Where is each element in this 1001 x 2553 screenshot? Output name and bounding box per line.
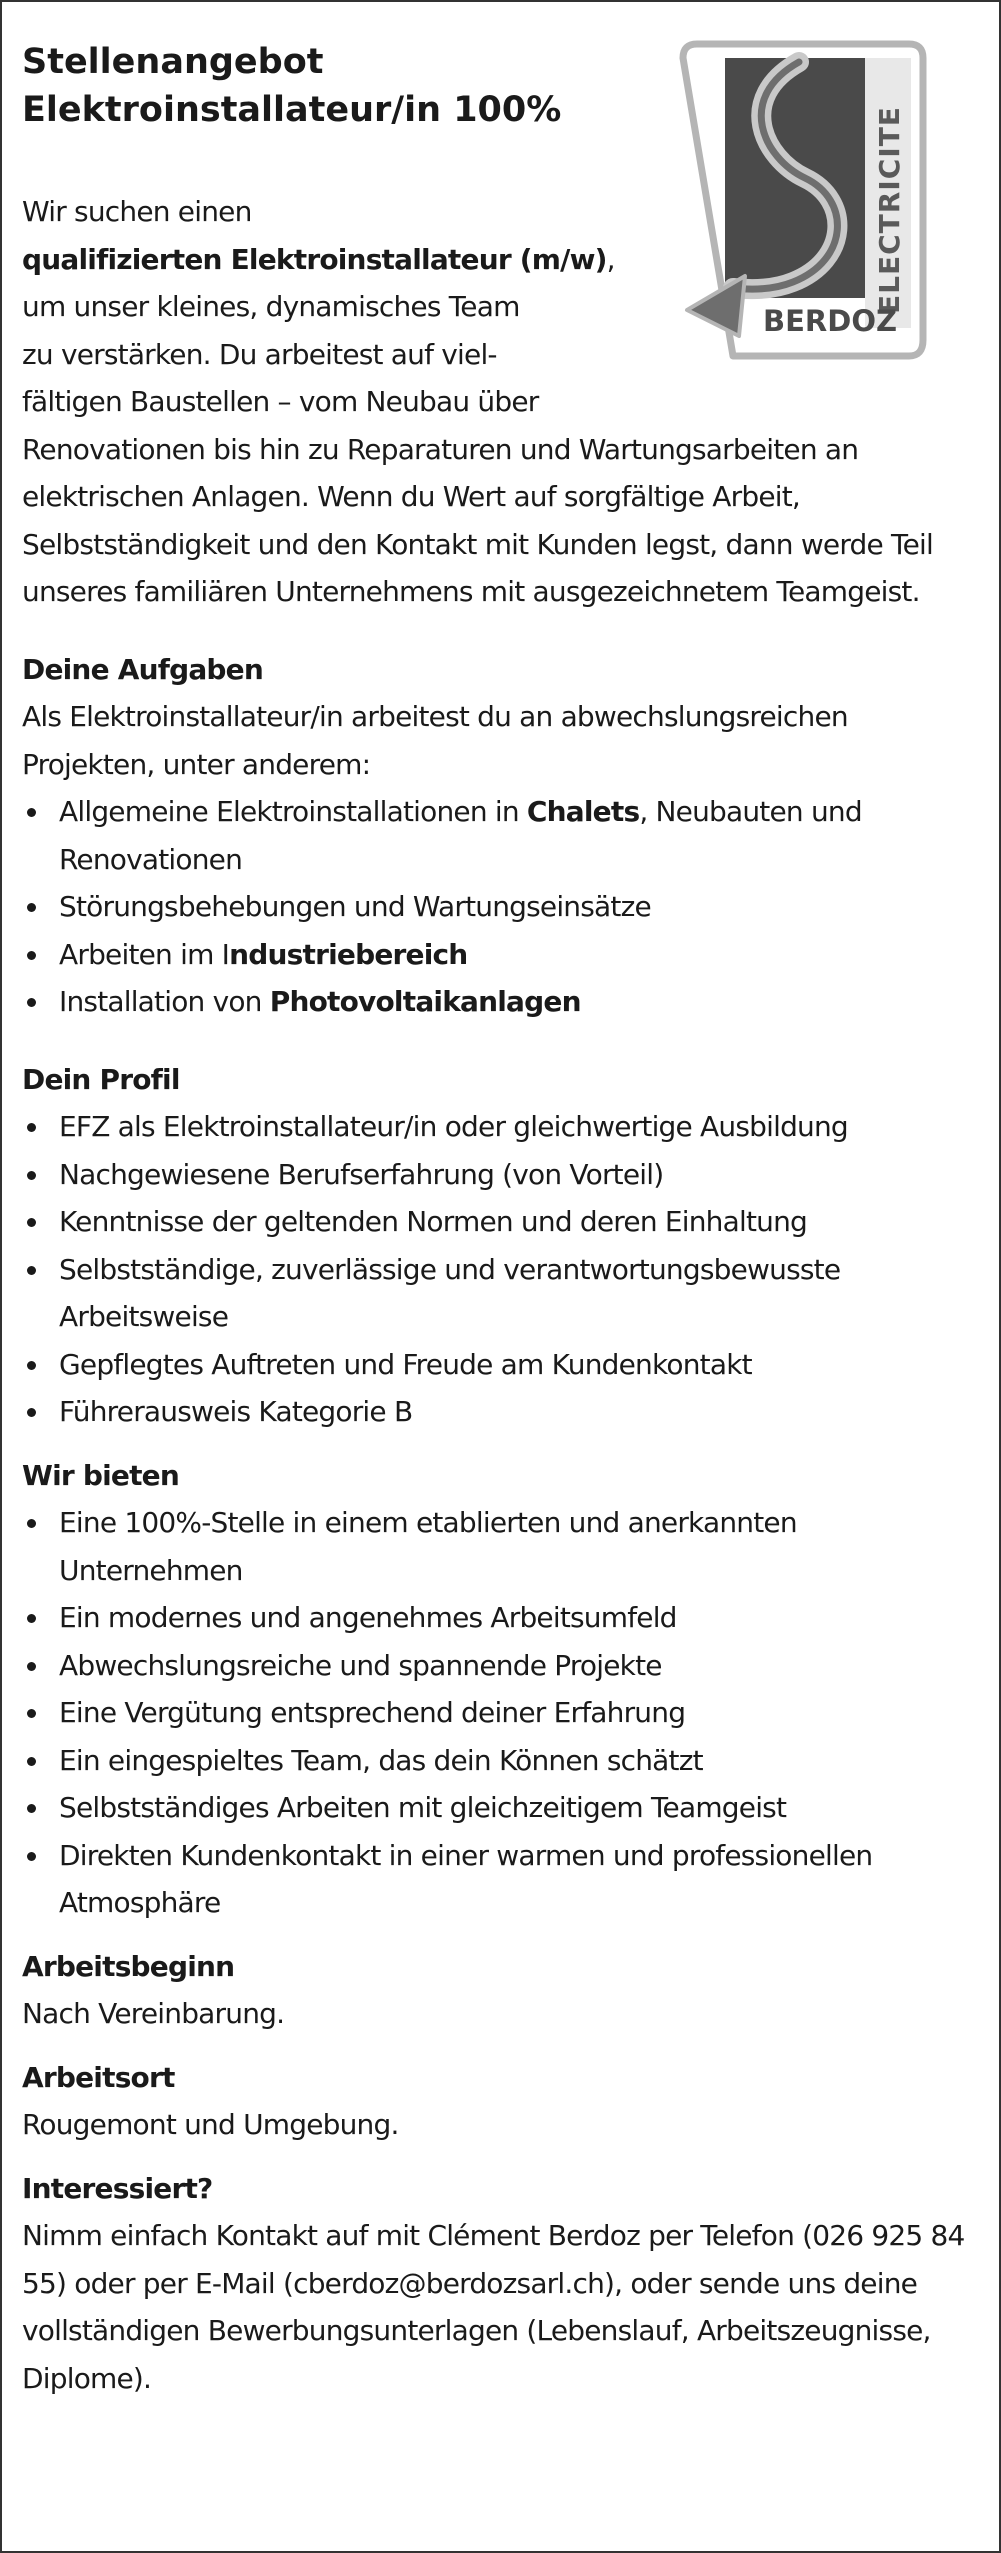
- list-item: Ein eingespieltes Team, das dein Können schätzt: [22, 1737, 982, 1785]
- section-heading-aufgaben: Deine Aufgaben: [22, 652, 263, 686]
- section-heading-kontakt: Interessiert?: [22, 2171, 213, 2205]
- section-arbeitsbeginn: [22, 1943, 982, 2038]
- logo-vertical-text: ELECTRICITE: [873, 106, 906, 314]
- section-heading-beginn: Arbeitsbeginn: [22, 1949, 235, 1983]
- page-title: Stellenangebot Elektroinstallateur/in 100%: [22, 42, 562, 130]
- list-item: Nachgewiesene Berufserfahrung (von Vorteil): [22, 1151, 982, 1199]
- list-item: Kenntnisse der geltenden Normen und deren Einhaltung: [22, 1198, 982, 1246]
- intro-section: [22, 188, 982, 616]
- list-item: [22, 931, 982, 979]
- profil-list: [22, 1103, 982, 1436]
- list-item: [22, 883, 982, 931]
- beginn-text: Nach Vereinbarung.: [22, 1997, 285, 2030]
- section-heading-profil: Dein Profil: [22, 1062, 180, 1096]
- list-item: EFZ als Elektroinstallateur/in oder gleichwertige Ausbildung: [22, 1103, 982, 1151]
- list-item: Selbstständige, zuverlässige und verantwortungsbewusste Arbeitsweise: [22, 1246, 982, 1341]
- section-aufgaben: [22, 646, 982, 1026]
- item-text: Allgemeine Elektroinstallationen in: [59, 795, 527, 828]
- item-bold: Chalets: [526, 795, 640, 828]
- ort-text: Rougemont und Umgebung.: [22, 2108, 399, 2141]
- section-kontakt: [22, 2165, 982, 2403]
- main-content: [22, 188, 982, 2402]
- list-item: Ein modernes und angenehmes Arbeitsumfeld: [22, 1594, 982, 1642]
- intro-comma: ,: [606, 242, 615, 276]
- item-bold: Photovoltaikanlagen: [269, 985, 581, 1018]
- list-item: [22, 978, 982, 1026]
- list-item: Gepflegtes Auftreten und Freude am Kundenkontakt: [22, 1341, 982, 1389]
- list-item: Abwechslungsreiche und spannende Projekte: [22, 1642, 982, 1690]
- section-heading-ort: Arbeitsort: [22, 2060, 175, 2094]
- kontakt-text: Nimm einfach Kontakt auf mit Clément Berdoz per Telefon (026 925 84 55) oder per E-Mail (cberdoz@berdozsarl.ch), oder sende uns deine vollständigen Bewerbungsunterlagen (Lebenslauf, Arbeitszeugnisse, Diplome).: [22, 2219, 965, 2395]
- item-text: Installation von: [59, 985, 270, 1018]
- intro-line: Wir suchen einen: [22, 195, 252, 228]
- item-bold: ndustriebereich: [229, 937, 468, 971]
- section-profil: [22, 1056, 982, 1436]
- logo-brand-text: BERDOZ: [763, 304, 897, 338]
- list-item: [22, 788, 982, 883]
- intro-highlight: [22, 236, 982, 284]
- intro-body: um unser kleines, dynamisches Team zu verstärken. Du arbeitest auf viel- fältigen Baustellen – vom Neubau über Renovationen bis hin zu Reparaturen und Wartungsarbeiten an elektrischen Anlagen. Wenn du Wert auf sorgfältige Arbeit, Selbstständigkeit und den Kontakt mit Kunden legst, dann werde Teil unseres familiären Unternehmens mit ausgezeichnetem Teamgeist.: [22, 290, 933, 608]
- list-item: Führerausweis Kategorie B: [22, 1388, 982, 1436]
- item-text: Störungsbehebungen und Wartungseinsätze: [59, 890, 651, 923]
- intro-bold: qualifizierten Elektroinstallateur (m/w): [22, 242, 607, 276]
- item-text: Arbeiten im I: [59, 937, 230, 971]
- list-item: Direkten Kundenkontakt in einer warmen und professionellen Atmosphäre: [22, 1832, 982, 1927]
- list-item: Eine 100%-Stelle in einem etablierten und anerkannten Unternehmen: [22, 1499, 982, 1594]
- section-arbeitsort: [22, 2054, 982, 2149]
- item-text: , Neubauten und Renovationen: [59, 795, 862, 876]
- section-bieten: [22, 1452, 982, 1927]
- list-item: Eine Vergütung entsprechend deiner Erfahrung: [22, 1689, 982, 1737]
- aufgaben-lead: Als Elektroinstallateur/in arbeitest du an abwechslungsreichen Projekten, unter anderem:: [22, 700, 848, 781]
- bieten-list: [22, 1499, 982, 1927]
- aufgaben-list: [22, 788, 982, 1026]
- section-heading-bieten: Wir bieten: [22, 1458, 179, 1492]
- list-item: Selbstständiges Arbeiten mit gleichzeitigem Teamgeist: [22, 1784, 982, 1832]
